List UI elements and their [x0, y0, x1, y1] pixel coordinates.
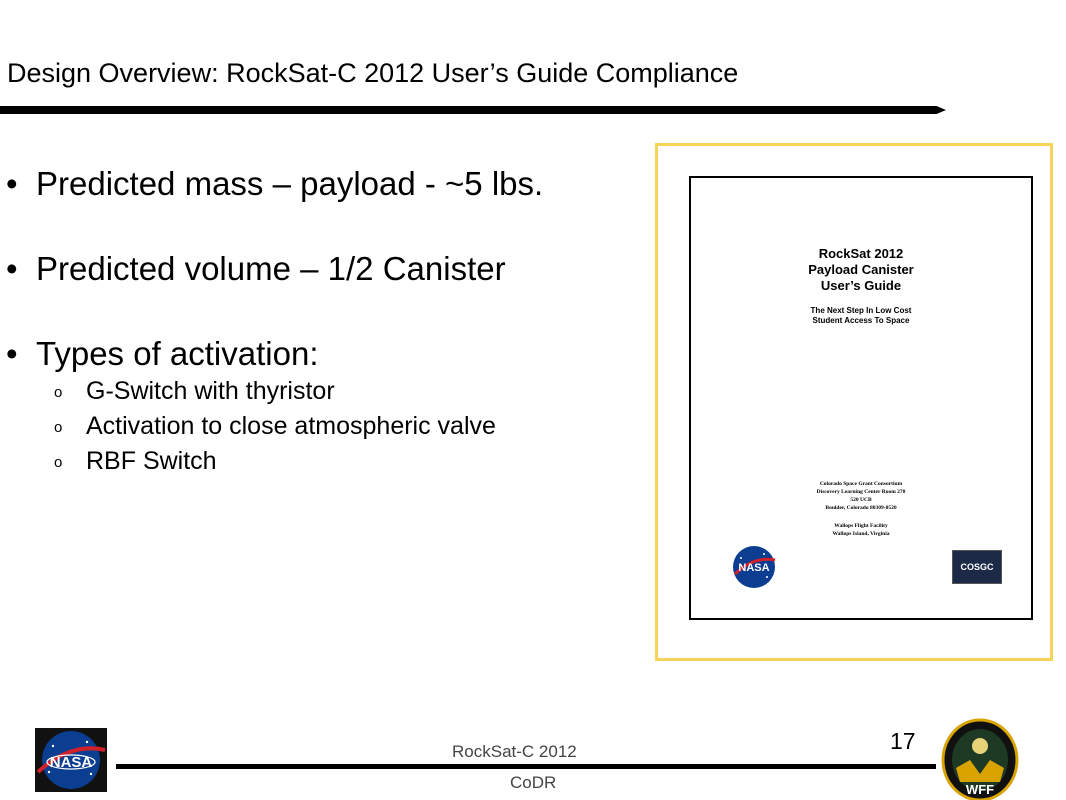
nasa-footer-logo-icon [35, 728, 107, 792]
document-subtitle-line: Student Access To Space [812, 316, 910, 325]
wff-patch-icon [940, 716, 1020, 800]
bullet-glyph: • [6, 335, 18, 372]
sub-bullet-rbf [54, 447, 217, 476]
wff-patch-text: WFF [965, 782, 995, 797]
document-address-line: Colorado Space Grant Consortium [819, 481, 903, 487]
title-divider [0, 106, 946, 114]
bullet-text: Types of activation: [36, 335, 319, 372]
document-address-line: 520 UCB [850, 497, 872, 503]
document-facility-line: Wallops Island, Virginia [832, 531, 890, 537]
nasa-logo-small-icon [731, 544, 777, 590]
document-address [691, 480, 1031, 512]
nasa-logo-small-text: NASA [738, 562, 770, 574]
bullet-mass [0, 165, 543, 203]
bullet-text: Predicted mass – payload - ~5 lbs. [36, 165, 544, 202]
footer-mission: RockSat-C 2012 [452, 742, 577, 761]
document-address-line: Boulder, Colorado 80309-0520 [825, 505, 897, 511]
slide-title: Design Overview: RockSat-C 2012 User’s Guide Compliance [7, 58, 739, 88]
document-cover-page [689, 176, 1033, 620]
sub-bullet-text: G-Switch with thyristor [86, 377, 335, 405]
sub-bullet-glyph: o [54, 383, 63, 401]
sub-bullet-valve [54, 412, 496, 441]
bullet-text: Predicted volume – 1/2 Canister [36, 250, 506, 287]
nasa-footer-logo-text: NASA [49, 754, 93, 771]
document-facility [691, 522, 1031, 538]
bullet-glyph: • [6, 165, 18, 202]
bullet-activation [0, 335, 318, 373]
sub-bullet-glyph: o [54, 453, 63, 471]
sub-bullet-glyph: o [54, 418, 63, 436]
document-title [691, 246, 1031, 294]
cosgc-logo-text: COSGC [960, 562, 994, 572]
bullet-volume [0, 250, 506, 288]
footer-review: CoDR [510, 773, 557, 792]
document-facility-line: Wallops Flight Facility [834, 523, 888, 529]
bullet-glyph: • [6, 250, 18, 287]
document-title-line: RockSat 2012 [818, 246, 904, 261]
sub-bullet-gswitch [54, 377, 335, 406]
cosgc-logo-icon [952, 550, 1002, 584]
page-number: 17 [890, 728, 916, 754]
document-subtitle [691, 306, 1031, 326]
document-title-line: User’s Guide [820, 278, 902, 293]
footer-divider [116, 764, 936, 769]
document-subtitle-line: The Next Step In Low Cost [810, 306, 912, 315]
sub-bullet-text: Activation to close atmospheric valve [86, 412, 496, 440]
document-title-line: Payload Canister [808, 262, 914, 277]
document-address-line: Discovery Learning Center Room 270 [816, 489, 906, 495]
sub-bullet-text: RBF Switch [86, 447, 217, 475]
